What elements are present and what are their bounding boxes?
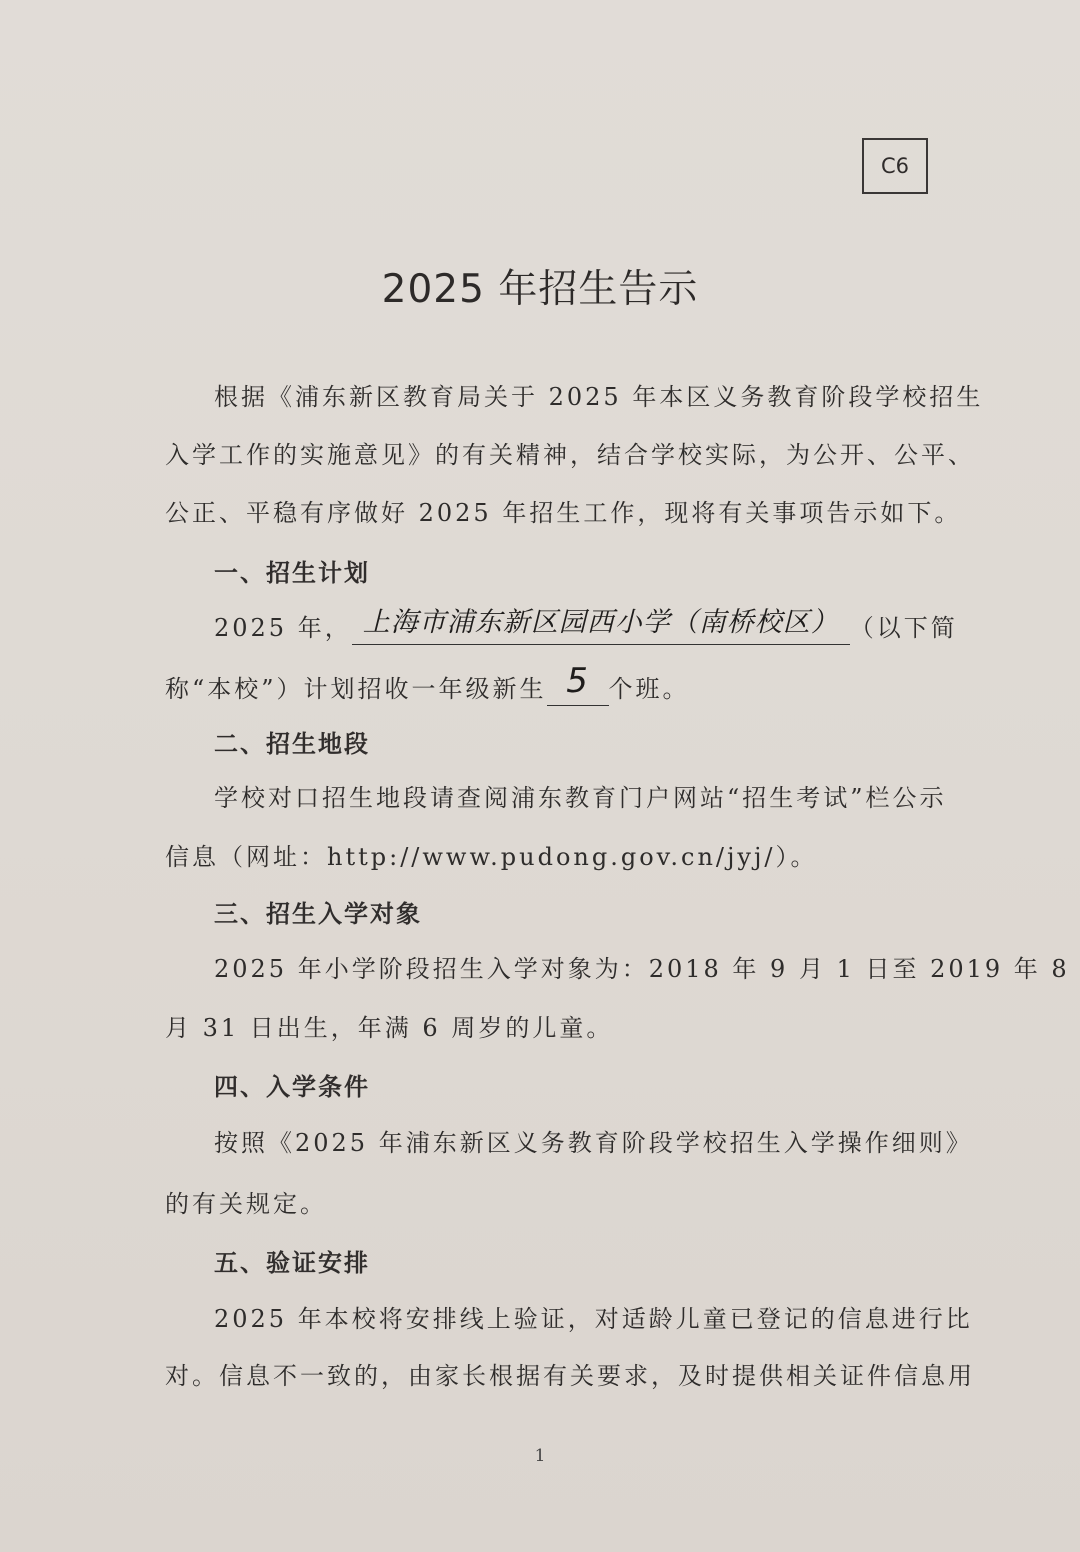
class-count-fill-line	[547, 661, 609, 706]
section-5-heading: 五、验证安排	[214, 1249, 370, 1277]
section-1-heading: 一、招生计划	[214, 559, 370, 587]
section-4-heading: 四、入学条件	[214, 1073, 370, 1101]
document-title: 2025 年招生告示	[381, 267, 699, 312]
class-count-handwritten: 5	[566, 661, 589, 701]
intro-line-3: 公正、平稳有序做好 2025 年招生工作，现将有关事项告示如下。	[165, 499, 962, 527]
intro-line-2: 入学工作的实施意见》的有关精神，结合学校实际，为公开、公平、	[165, 441, 975, 469]
section-4-line-2: 的有关规定。	[165, 1190, 327, 1218]
section-2-heading: 二、招生地段	[214, 730, 370, 758]
school-name-fill-line	[352, 607, 850, 645]
section-1-line-2	[165, 661, 945, 706]
intro-line-1: 根据《浦东新区教育局关于 2025 年本区义务教育阶段学校招生	[214, 383, 984, 411]
school-name-handwritten: 上海市浦东新区园西小学（南桥校区）	[362, 607, 839, 638]
section-1-line-1-suffix: （以下简	[849, 614, 958, 642]
section-2-line-1: 学校对口招生地段请查阅浦东教育门户网站“招生考试”栏公示	[214, 784, 947, 812]
section-1-line-2-suffix: 个班。	[608, 675, 690, 703]
section-5-line-2: 对。信息不一致的，由家长根据有关要求，及时提供相关证件信息用	[165, 1362, 975, 1390]
section-5-line-1: 2025 年本校将安排线上验证，对适龄儿童已登记的信息进行比	[214, 1305, 973, 1333]
section-1-line-1-prefix: 2025 年，	[214, 614, 352, 642]
section-3-line-1: 2025 年小学阶段招生入学对象为：2018 年 9 月 1 日至 2019 年 8	[214, 955, 1070, 983]
section-3-heading: 三、招生入学对象	[214, 900, 422, 928]
section-1-line-2-prefix: 称“本校”）计划招收一年级新生	[165, 675, 547, 703]
section-2-line-2: 信息（网址：http://www.pudong.gov.cn/jyj/）。	[165, 843, 818, 871]
document-code-box: C6	[862, 138, 928, 194]
section-3-line-2: 月 31 日出生，年满 6 周岁的儿童。	[165, 1014, 614, 1042]
section-1-line-1	[214, 607, 958, 645]
page-number: 1	[534, 1446, 546, 1466]
section-4-line-1: 按照《2025 年浦东新区义务教育阶段学校招生入学操作细则》	[214, 1129, 973, 1157]
